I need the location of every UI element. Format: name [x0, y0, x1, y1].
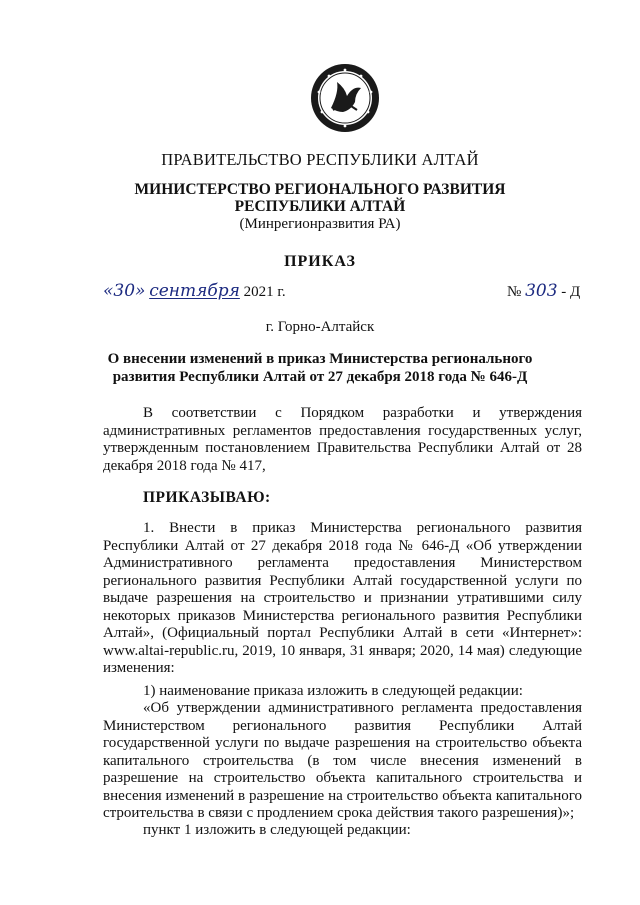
date-open-quote: « [103, 281, 114, 301]
handwritten-number: 303 [525, 281, 558, 301]
ministry-short-name: (Минрегионразвития РА) [239, 216, 401, 232]
ministry-name-line1: МИНИСТЕРСТВО РЕГИОНАЛЬНОГО РАЗВИТИЯ [134, 181, 506, 198]
item-1-paragraph [103, 520, 582, 678]
order-subject [0, 350, 640, 386]
order-date [103, 281, 286, 301]
date-year: 2021 г. [243, 284, 286, 300]
subject-line2: развития Республики Алтай от 27 декабря 2018 года № 646-Д [112, 369, 528, 385]
coat-of-arms-icon [309, 62, 381, 134]
subject-line1: О внесении изменений в приказ Министерства регионального [107, 351, 533, 367]
number-suffix: - Д [561, 284, 581, 300]
ministry-name-line2: РЕСПУБЛИКИ АЛТАЙ [234, 198, 406, 215]
document-type-title: ПРИКАЗ [284, 253, 356, 270]
government-name: ПРАВИТЕЛЬСТВО РЕСПУБЛИКИ АЛТАЙ [161, 150, 479, 169]
point-1-text: пункт 1 изложить в следующей редакции: [143, 822, 411, 838]
new-title-quote-paragraph [103, 700, 582, 823]
subitem-1-paragraph [103, 683, 582, 701]
ministry-name [0, 181, 640, 215]
new-title-quote-text: «Об утверждении административного регламента предоставления Министерством регионального развития Республики Алтай государственной услуги по выдаче разрешения на строительство объекта капитального строительства (в том числе внесения изменений в разрешение на строительство объекта капитального строительства и внесения изменений в разрешение на строительство объекта капитального строительства в связи с продлением срока действия такого разрешения)»; [103, 700, 582, 821]
handwritten-day: 30 [113, 281, 136, 301]
point-1-paragraph [103, 822, 582, 840]
order-number [507, 281, 580, 301]
city-name: г. Горно-Алтайск [265, 319, 375, 335]
date-close-quote: » [135, 281, 146, 301]
basis-paragraph [103, 405, 582, 475]
item-1-text: 1. Внести в приказ Министерства регионального развития Республики Алтай от 27 декабря 2018 года № 646-Д «Об утверждении Административного регламента предоставления Министерством регионального развития Республики Алтай государственной услуги по выдаче разрешения на строительство и признании утратившими силу некоторых приказов Министерства регионального развития Республики Алтай», (Официальный портал Республики Алтай в сети «Интернет»: www.altai-republic.ru, 2019, 10 января, 31 января; 2020, 14 мая) следующие изменения: [103, 520, 582, 676]
number-prefix: № [507, 284, 522, 300]
order-word: ПРИКАЗЫВАЮ: [143, 489, 271, 506]
basis-text: В соответствии с Порядком разработки и утверждения административных регламентов предоставления государственных услуг, утвержденным постановлением Правительства Республики Алтай от 28 декабря 2018 года № 417, [103, 405, 582, 474]
subitem-1-text: 1) наименование приказа изложить в следующей редакции: [143, 683, 523, 699]
handwritten-month: сентября [149, 281, 240, 301]
